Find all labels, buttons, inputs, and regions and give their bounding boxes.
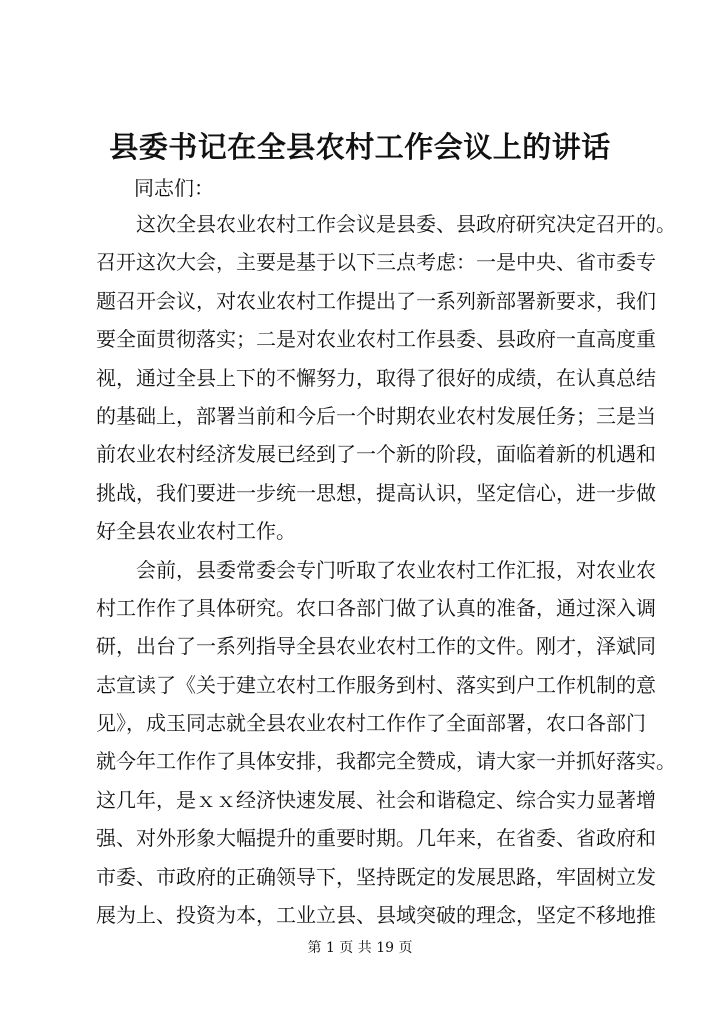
paragraph-line: 召开这次大会，主要是基于以下三点考虑：一是中央、省市委专: [96, 250, 656, 275]
greeting: 同志们：: [134, 176, 214, 200]
page-footer: 第 1 页 共 19 页: [307, 940, 413, 956]
paragraph-line: 好全县农业农村工作。: [96, 519, 296, 544]
paragraph-line: 题召开会议，对农业农村工作提出了一系列新部署新要求，我们: [96, 288, 656, 313]
paragraph-line: 见》，成玉同志就全县农业农村工作作了全面部署，农口各部门: [96, 711, 646, 736]
paragraph-line: 这次全县农业农村工作会议是县委、县政府研究决定召开的。: [136, 212, 676, 236]
document-body: [96, 205, 676, 934]
paragraph-line: 村工作作了具体研究。农口各部门做了认真的准备，通过深入调: [96, 595, 656, 620]
paragraph-line: 强、对外形象大幅提升的重要时期。几年来，在省委、省政府和: [96, 826, 656, 851]
document-title: 县委书记在全县农村工作会议上的讲话: [109, 130, 611, 164]
paragraph-line: 就今年工作作了具体安排，我都完全赞成，请大家一并抓好落实。: [96, 749, 676, 774]
paragraph-line: 挑战，我们要进一步统一思想，提高认识，坚定信心，进一步做: [96, 480, 656, 505]
paragraph-line: 要全面贯彻落实；二是对农业农村工作县委、县政府一直高度重: [96, 327, 656, 352]
paragraph-line: 会前，县委常委会专门听取了农业农村工作汇报，对农业农: [136, 557, 656, 582]
paragraph-line: 这几年，是ｘｘ经济快速发展、社会和谐稳定、综合实力显著增: [96, 787, 656, 812]
paragraph-2: [96, 551, 676, 935]
paragraph-line: 的基础上，部署当前和今后一个时期农业农村发展任务；三是当: [96, 403, 656, 428]
paragraph-line: 志宣读了《关于建立农村工作服务到村、落实到户工作机制的意: [96, 672, 656, 697]
paragraph-line: 展为上、投资为本，工业立县、县域突破的理念，坚定不移地推: [96, 903, 656, 928]
paragraph-line: 视，通过全县上下的不懈努力，取得了很好的成绩，在认真总结: [96, 365, 656, 390]
paragraph-line: 前农业农村经济发展已经到了一个新的阶段，面临着新的机遇和: [96, 442, 656, 467]
paragraph-line: 研，出台了一系列指导全县农业农村工作的文件。刚才，泽斌同: [96, 634, 656, 659]
paragraph-line: 市委、市政府的正确领导下，坚持既定的发展思路，牢固树立发: [96, 864, 656, 889]
paragraph-1: [96, 205, 676, 551]
